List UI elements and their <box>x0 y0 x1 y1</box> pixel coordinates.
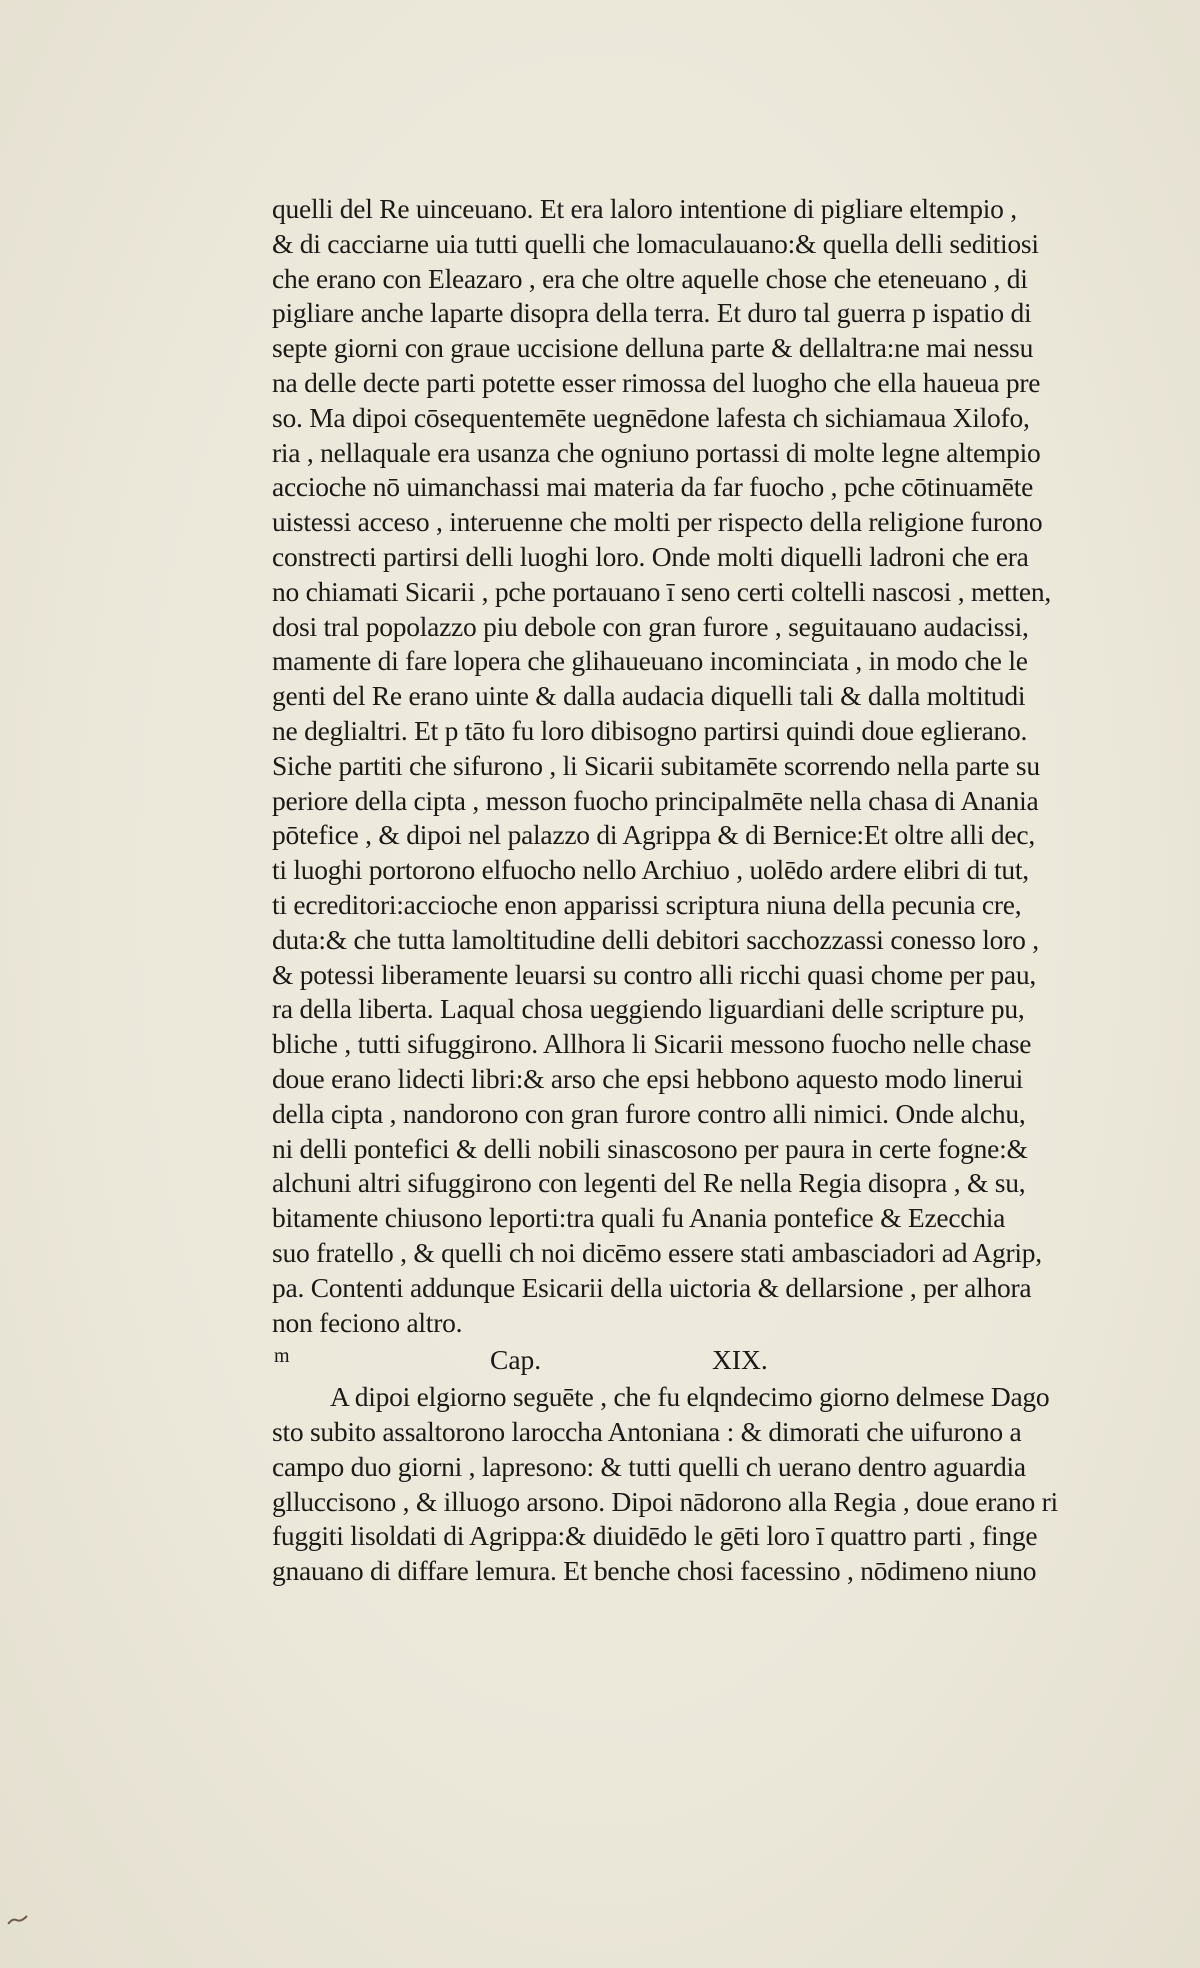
text-line: mamente di fare lopera che glihaueuano incominciata , in modo che le <box>272 645 1028 677</box>
text-line: della cipta , nandorono con gran furore contro alli nimici. Onde alchu, <box>272 1097 1026 1129</box>
text-line: so. Ma dipoi cōsequentemēte uegnēdone lafesta ch sichiamaua Xilofo, <box>272 401 1030 433</box>
text-line: pa. Contenti addunque Esicarii della uictoria & dellarsione , per alhora <box>272 1271 1032 1303</box>
text-line: suo fratello , & quelli ch noi dicēmo essere stati ambasciadori ad Agrip, <box>272 1236 1042 1268</box>
text-line: campo duo giorni , lapresono: & tutti quelli ch uerano dentro aguardia <box>272 1450 1026 1482</box>
text-line: ria , nellaquale era usanza che ogniuno portassi di molte legne altempio <box>272 436 1041 468</box>
text-line: pigliare anche laparte disopra della terra. Et duro tal guerra p ispatio di <box>272 297 1032 329</box>
text-block <box>272 192 1152 1589</box>
text-line: ti ecreditori:accioche enon apparissi scriptura niuna della pecunia cre, <box>272 888 1022 920</box>
text-line: glluccisono , & illuogo arsono. Dipoi nādorono alla Regia , doue erano ri <box>272 1485 1058 1517</box>
text-line: alchuni altri sifuggirono con legenti del Re nella Regia disopra , & su, <box>272 1167 1026 1199</box>
text-line: ni delli pontefici & delli nobili sinascosono per paura in certe fogne:& <box>272 1132 1028 1164</box>
text-line: quelli del Re uinceuano. Et era laloro intentione di pigliare eltempio , <box>272 193 1017 224</box>
paragraph-after <box>272 1380 1152 1589</box>
text-line: uistessi acceso , interuenne che molti per rispecto della religione furono <box>272 506 1043 538</box>
text-line: constrecti partirsi delli luoghi loro. Onde molti diquelli ladroni che era <box>272 540 1029 572</box>
text-line: che erano con Eleazaro , era che oltre aquelle chose che eteneuano , di <box>272 262 1028 294</box>
ink-blot-icon <box>5 1910 29 1924</box>
text-line: na delle decte parti potette esser rimossa del luogho che ella haueua pre <box>272 366 1041 398</box>
text-line: bliche , tutti sifuggirono. Allhora li Sicarii messono fuocho nelle chase <box>272 1028 1032 1060</box>
chapter-number: XIX. <box>712 1344 768 1376</box>
chapter-label: Cap. <box>490 1344 542 1376</box>
text-line: ne deglialtri. Et p tāto fu loro dibisogno partirsi quindi doue eglierano. <box>272 714 1028 746</box>
text-line: Siche partiti che sifurono , li Sicarii subitamēte scorrendo nella parte su <box>272 749 1040 781</box>
text-line: pōtefice , & dipoi nel palazzo di Agrippa & di Bernice:Et oltre alli dec, <box>272 819 1035 851</box>
text-line: periore della cipta , messon fuocho principalmēte nella chasa di Anania <box>272 784 1039 816</box>
text-line: fuggiti lisoldati di Agrippa:& diuidēdo le gēti loro ī quattro parti , finge <box>272 1520 1038 1552</box>
text-line: bitamente chiusono leporti:tra quali fu Anania pontefice & Ezecchia <box>272 1202 1006 1234</box>
text-line: doue erano lidecti libri:& arso che epsi hebbono aquesto modo linerui <box>272 1062 1024 1094</box>
text-line: non feciono altro. <box>272 1306 463 1338</box>
text-line: genti del Re erano uinte & dalla audacia diquelli tali & dalla moltitudi <box>272 680 1026 712</box>
text-line: ra della liberta. Laqual chosa ueggiendo liguardiani delle scripture pu, <box>272 993 1025 1025</box>
text-line: duta:& che tutta lamoltitudine delli debitori sacchozzassi conesso loro , <box>272 923 1039 955</box>
text-line: accioche nō uimanchassi mai materia da far fuocho , pche cōtinuamēte <box>272 471 1034 503</box>
chapter-heading <box>272 1340 1152 1380</box>
text-line: ti luoghi portorono elfuocho nello Archiuo , uolēdo ardere elibri di tut, <box>272 854 1029 886</box>
text-line: gnauano di diffare lemura. Et benche chosi facessino , nōdimeno niuno <box>272 1555 1037 1587</box>
paragraph-before <box>272 192 1152 1340</box>
text-line: dosi tral popolazzo piu debole con gran furore , seguitauano audacissi, <box>272 610 1029 642</box>
text-line: & potessi liberamente leuarsi su contro alli ricchi quasi chome per pau, <box>272 958 1036 990</box>
signature-mark: m <box>274 1345 290 1368</box>
text-line: septe giorni con graue uccisione delluna parte & dellaltra:ne mai nessu <box>272 332 1034 364</box>
text-line: sto subito assaltorono laroccha Antoniana : & dimorati che uifurono a <box>272 1416 1022 1448</box>
text-line: A dipoi elgiorno seguēte , che fu elqndecimo giorno delmese Dago <box>330 1381 1050 1413</box>
text-line: & di cacciarne uia tutti quelli che lomaculauano:& quella delli seditiosi <box>272 227 1039 259</box>
text-line: no chiamati Sicarii , pche portauano ī seno certi coltelli nascosi , metten, <box>272 575 1052 607</box>
